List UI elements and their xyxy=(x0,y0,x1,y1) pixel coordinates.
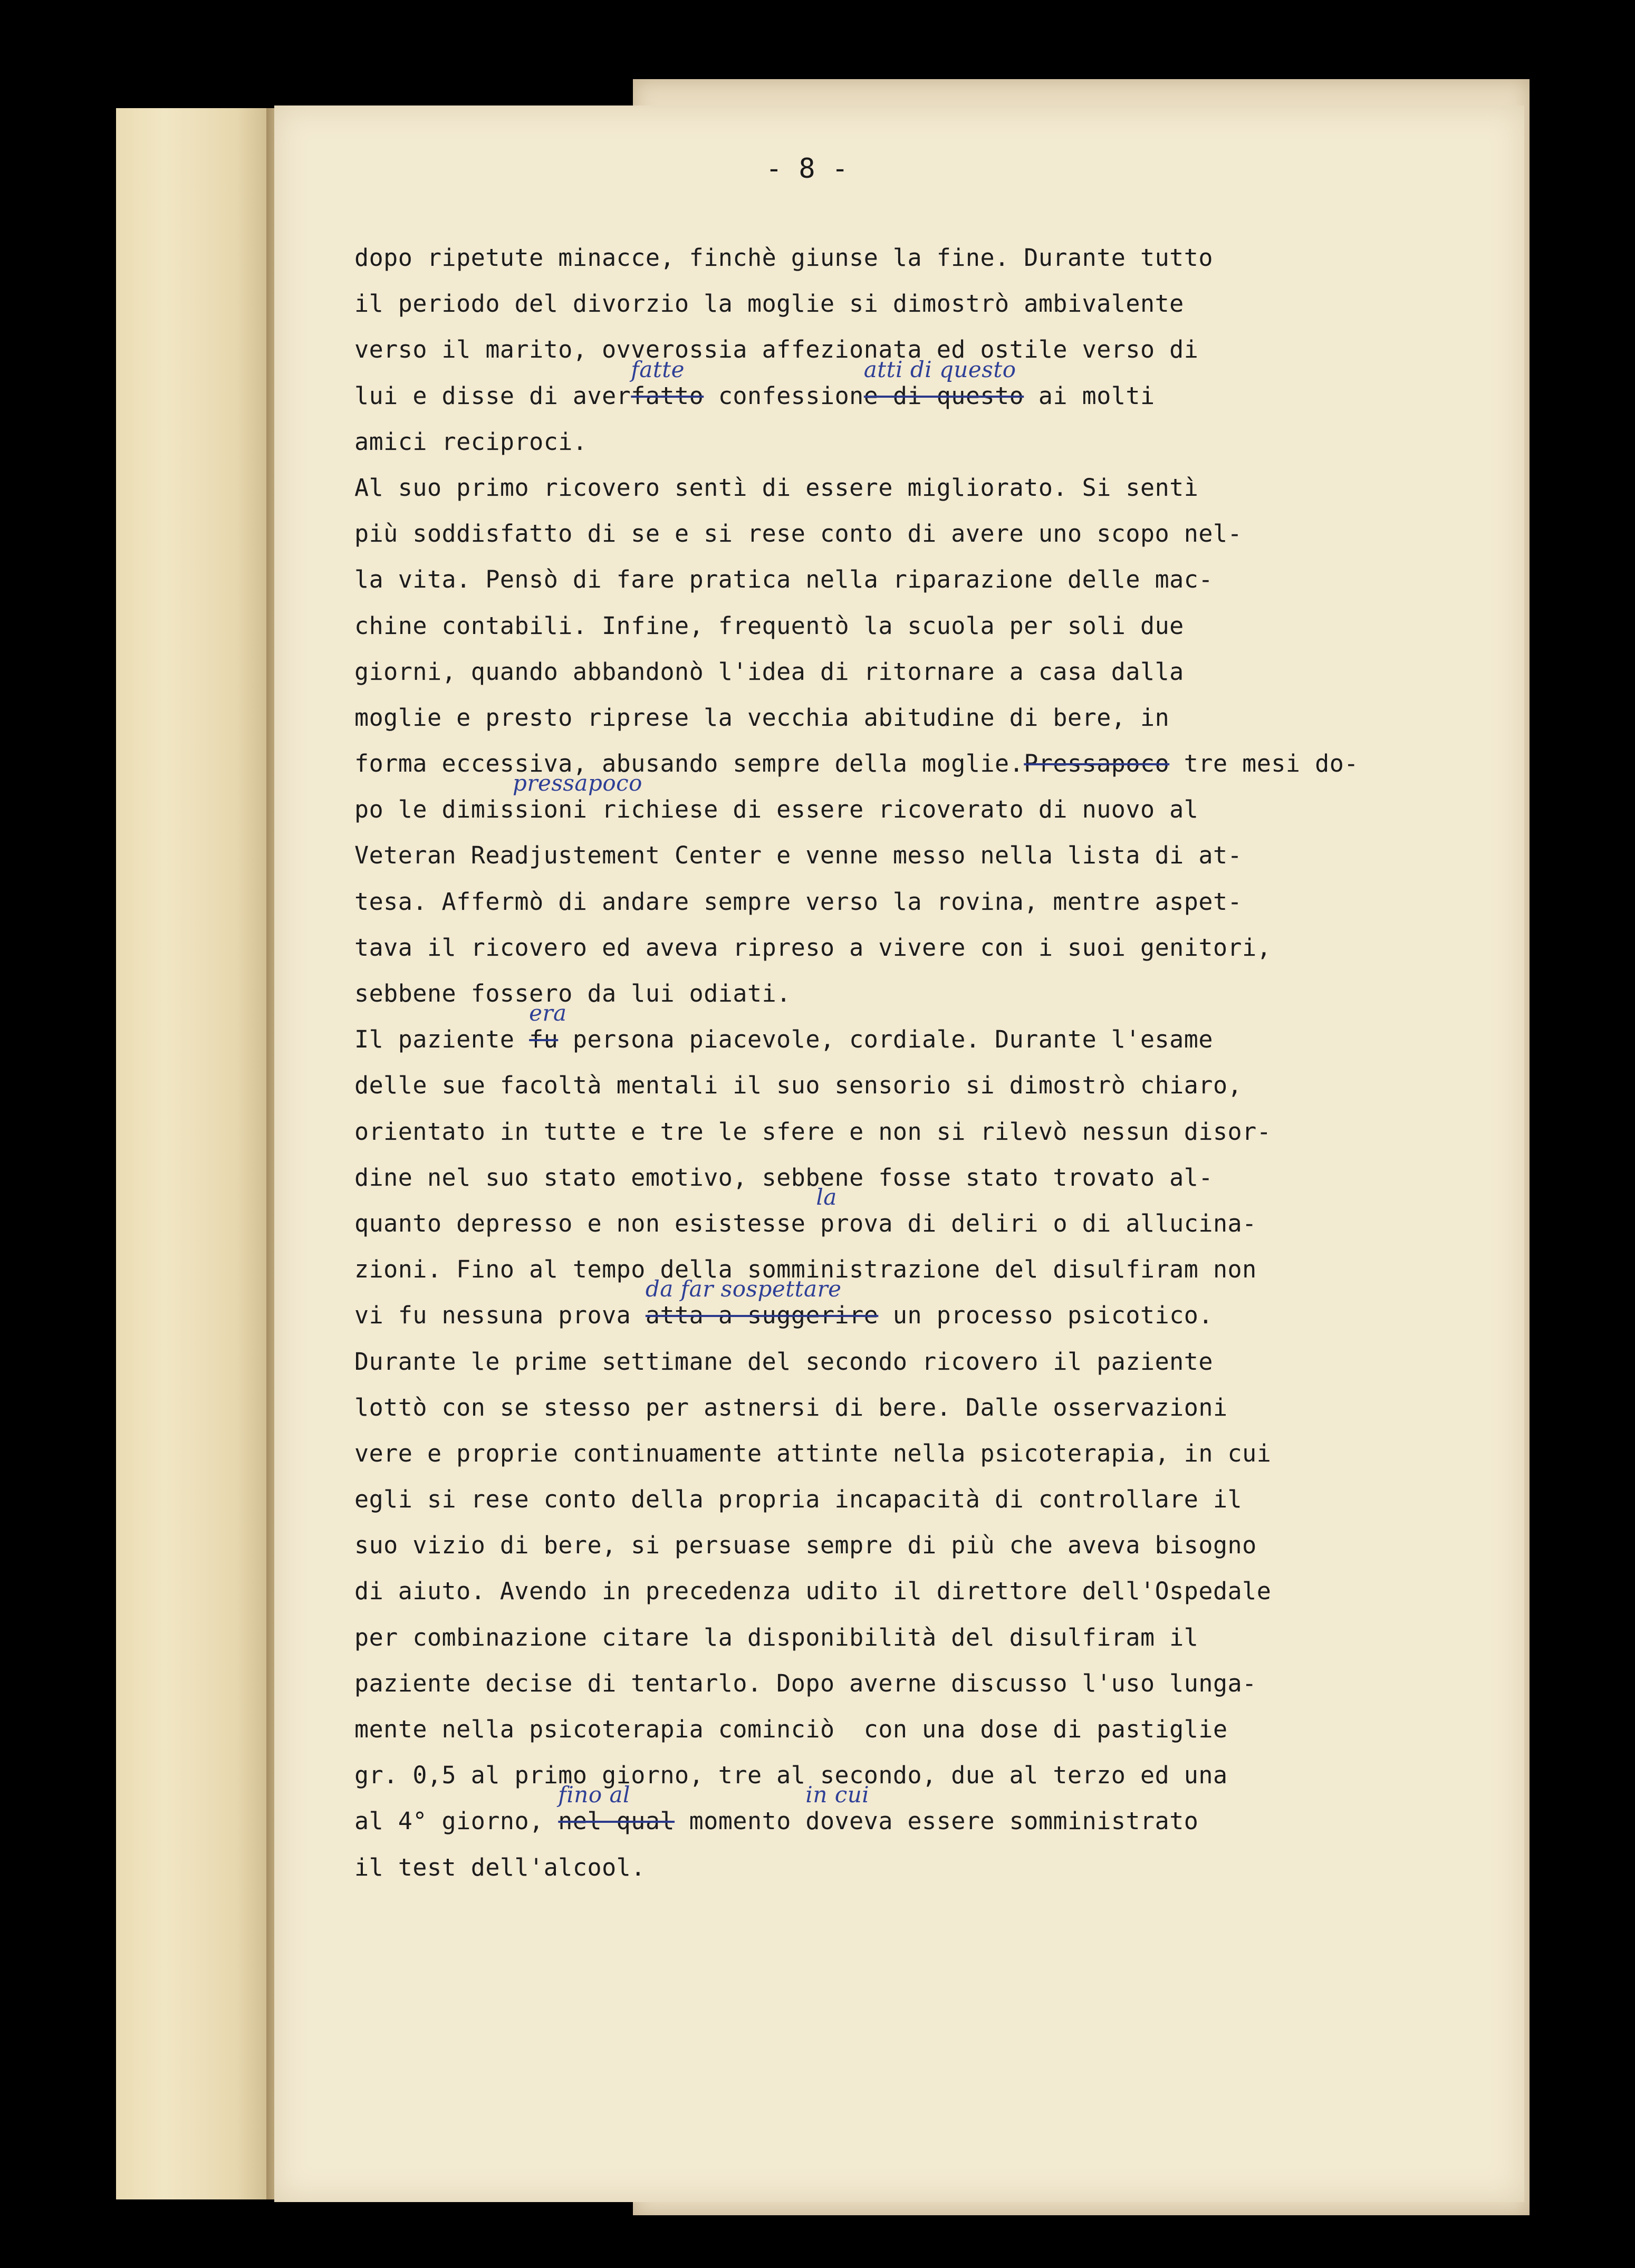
text-line-6: Al suo primo ricovero sentì di essere migliorato. Si sentì xyxy=(354,473,1199,502)
text-line-14: Veteran Readjustement Center e venne messo nella lista di at- xyxy=(354,841,1243,870)
text-segment xyxy=(515,1025,530,1053)
text-line-18 xyxy=(354,1000,1488,1062)
handwritten-insertion: in cui xyxy=(805,1782,870,1808)
text-line-31: per combinazione citare la disponibilità del disulfiram il xyxy=(354,1623,1199,1651)
text-line-34: gr. 0,5 al primo giorno, tre al secondo, due al terzo ed una xyxy=(354,1761,1228,1790)
text-segment: ai molti xyxy=(1024,381,1155,410)
text-line-19: delle sue facoltà mentali il suo sensorio si dimostrò chiaro, xyxy=(354,1071,1243,1100)
handwritten-insertion: la xyxy=(816,1184,837,1210)
text-line-17: sebbene fossero da lui odiati. xyxy=(354,979,791,1007)
text-line-32: paziente decise di tentarlo. Dopo averne discusso l'uso lunga- xyxy=(354,1669,1257,1697)
text-segment: Il paziente xyxy=(354,1025,515,1054)
text-segment: doveva essere somministrato xyxy=(805,1807,1199,1835)
text-line-16: tava il ricovero ed aveva ripreso a vivere con i suoi genitori, xyxy=(354,933,1272,962)
text-segment: forma eccessiva, abusando sempre della moglie. xyxy=(354,749,1024,778)
text-segment: prova di deliri o di allucina- xyxy=(805,1209,1257,1237)
handwritten-correction xyxy=(558,1782,675,1835)
handwritten-correction xyxy=(529,1000,567,1054)
text-line-4 xyxy=(354,356,1488,419)
text-line-30: di aiuto. Avendo in precedenza udito il direttore dell'Ospedale xyxy=(354,1577,1272,1606)
struck-text: nel qual xyxy=(558,1807,675,1835)
text-segment: vi fu nessuna prova xyxy=(354,1301,631,1330)
text-line-35 xyxy=(354,1782,1488,1844)
text-line-15: tesa. Affermò di andare sempre verso la rovina, mentre aspet- xyxy=(354,887,1243,916)
handwritten-correction xyxy=(631,356,704,410)
text-line-22 xyxy=(354,1184,1488,1246)
handwritten-insertion: era xyxy=(529,1000,567,1026)
handwritten-correction xyxy=(863,356,1024,410)
document-body xyxy=(354,235,1488,1890)
text-line-1: dopo ripetute minacce, finchè giunse la fine. Durante tutto xyxy=(354,244,1213,272)
text-segment: un processo psicotico. xyxy=(878,1301,1213,1330)
text-segment xyxy=(544,1807,559,1835)
handwritten-insertion: da far sospettare xyxy=(645,1276,842,1302)
text-line-21: dine nel suo stato emotivo, sebbene fosse stato trovato al- xyxy=(354,1163,1213,1191)
text-line-36: il test dell'alcool. xyxy=(354,1853,646,1881)
handwritten-correction xyxy=(645,1276,879,1330)
struck-text: atta a suggerire xyxy=(645,1301,879,1330)
text-segment: momento xyxy=(675,1807,806,1835)
text-line-9: chine contabili. Infine, frequentò la scuola per soli due xyxy=(354,611,1184,640)
handwritten-insertion: pressapoco xyxy=(513,770,642,796)
struck-text: Pressapoco xyxy=(1024,749,1170,778)
handwritten-insertion: fino al xyxy=(558,1782,630,1808)
text-line-33: mente nella psicoterapia cominciò con una dose di pastiglie xyxy=(354,1715,1228,1743)
text-segment xyxy=(631,1301,646,1329)
text-segment: po le dimissioni richiese di essere ricoverato di nuovo al xyxy=(354,795,1199,824)
text-line-7: più soddisfatto di se e si rese conto di avere uno scopo nel- xyxy=(354,520,1243,548)
text-line-25: Durante le prime settimane del secondo ricovero il paziente xyxy=(354,1347,1213,1376)
text-line-8: la vita. Pensò di fare pratica nella riparazione delle mac- xyxy=(354,565,1213,594)
text-segment: confession xyxy=(704,381,864,410)
text-line-28: egli si rese conto della propria incapacità di controllare il xyxy=(354,1485,1243,1514)
text-line-13 xyxy=(354,770,1488,832)
text-line-10: giorni, quando abbandonò l'idea di ritornare a casa dalla xyxy=(354,657,1184,686)
text-segment: tre mesi do- xyxy=(1169,749,1359,778)
text-segment: persona piacevole, cordiale. Durante l'esame xyxy=(558,1025,1213,1054)
text-segment: quanto depresso e non esistesse xyxy=(354,1209,806,1237)
text-line-11: moglie e presto riprese la vecchia abitudine di bere, in xyxy=(354,703,1170,732)
struck-text: fatto xyxy=(631,381,704,410)
binding-strip xyxy=(116,108,277,2199)
struck-text: e di questo xyxy=(863,381,1024,410)
text-line-20: orientato in tutte e tre le sfere e non si rilevò nessun disor- xyxy=(354,1117,1272,1146)
text-line-2: il periodo del divorzio la moglie si dimostrò ambivalente xyxy=(354,290,1184,318)
text-segment: al 4° giorno, xyxy=(354,1807,544,1835)
page-number: - 8 - xyxy=(765,153,849,185)
text-line-26: lottò con se stesso per astnersi di bere. Dalle osservazioni xyxy=(354,1393,1228,1421)
text-line-29: suo vizio di bere, si persuase sempre di più che aveva bisogno xyxy=(354,1531,1257,1560)
text-line-5: amici reciproci. xyxy=(354,427,588,456)
text-segment: lui e disse di aver xyxy=(354,381,631,410)
text-line-23: zioni. Fino al tempo della somministrazione del disulfiram non xyxy=(354,1255,1257,1284)
text-line-3: verso il marito, ovverossia affezionata ed ostile verso di xyxy=(354,335,1199,364)
text-line-27: vere e proprie continuamente attinte nella psicoterapia, in cui xyxy=(354,1439,1272,1467)
struck-text: fu xyxy=(529,1025,559,1054)
handwritten-insertion: fatte xyxy=(631,356,685,382)
handwritten-insertion: atti di questo xyxy=(863,356,1016,382)
text-line-24 xyxy=(354,1276,1488,1338)
